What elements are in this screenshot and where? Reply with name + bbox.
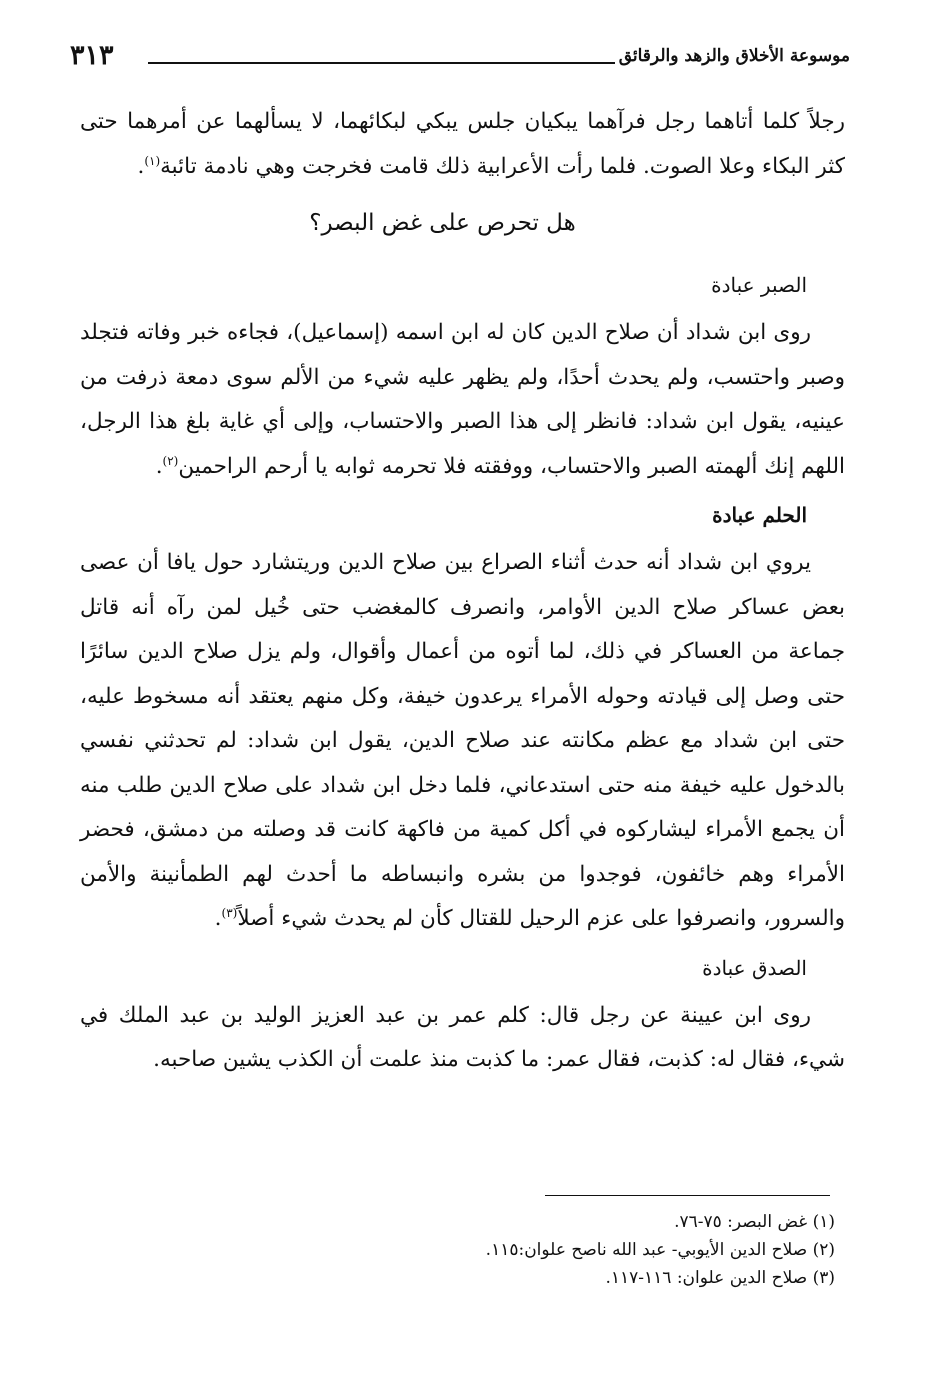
footnote-ref: (٣) (221, 905, 238, 920)
page-number: ٣١٣ (70, 40, 114, 71)
footnote-rule (545, 1195, 830, 1196)
footnotes (235, 1208, 835, 1292)
footnote-item: (٣) صلاح الدين علوان: ١١٦-١١٧. (605, 1268, 835, 1288)
page-body (80, 100, 845, 1083)
footnote-item: (١) غض البصر: ٧٥-٧٦. (674, 1212, 835, 1232)
footnote-item: (٢) صلاح الدين الأيوبي- عبد الله ناصح علوان:١١٥. (485, 1240, 835, 1260)
section-heading-forbearance: الحلم عبادة (712, 503, 807, 527)
paragraph-forbearance: يروي ابن شداد أنه حدث أثناء الصراع بين صلاح الدين وريتشارد حول يافا أن عصى بعض عساكر صلاح الدين الأوامر، وانصرف كالمغضب حتى خُيل لمن رآه أنه قاتل جماعة من العساكر في ذلك، لما أتوه من أعمال وأقوال، ولم يزل صلاح الدين سائرًا حتى وصل إلى قيادته وحوله الأمراء يرعدون خيفة، وكل منهم يعتقد أنه مسخوط عليه، حتى ابن شداد مع عظم مكانته عند صلاح الدين، يقول ابن شداد: لم تحدثني نفسي بالدخول عليه خيفة منه حتى استدعاني، فلما دخل ابن شداد على صلاح الدين طلب منه أن يجمع الأمراء ليشاركوه في أكل كمية من فاكهة كانت قد وصلته من دمشق، فحضر الأمراء وهم خائفون، فوجدوا من بشره وانبساطه ما أحدث لهم الطمأنينة والأمن والسرور، وانصرفوا على عزم الرحيل للقتال كأن لم يحدث شيء أصلاً$^{(٣)}$. (80, 550, 845, 931)
section-heading-patience: الصبر عبادة (711, 273, 807, 297)
header-rule (148, 62, 615, 64)
paragraph-patience: روى ابن شداد أن صلاح الدين كان له ابن اسمه (إسماعيل)، فجاءه خبر وفاته فتجلد وصبر واحتسب، ولم يحدث أحدًا، ولم يظهر عليه شيء من الألم سوى دمعة ذرفت من عينيه، يقول ابن شداد: فانظر إلى هذا الصبر والاحتساب، وإلى أي غاية بلغ هذا الرجل، اللهم إنك ألهمته الصبر والاحتساب، ووفقته فلا تحرمه ثوابه يا أرحم الراحمين$^{(٢)}$. (80, 320, 845, 479)
footnote-ref: (٢) (162, 453, 179, 468)
page-header (70, 40, 850, 80)
section-heading-honesty: الصدق عبادة (702, 955, 807, 980)
section-question: هل تحرص على غض البصر؟ (309, 210, 576, 236)
intro-paragraph: رجلاً كلما أتاهما رجل فرآهما يبكيان جلس يبكي لبكائهما، لا يسألهما عن أمرهما حتى كثر البكاء وعلا الصوت. فلما رأت الأعرابية ذلك قامت فخرجت وهي نادمة تائبة$^{(١)}$. (80, 109, 845, 179)
running-title: موسوعة الأخلاق والزهد والرقائق (618, 46, 850, 66)
footnote-ref: (١) (144, 153, 161, 168)
paragraph-honesty: روى ابن عيينة عن رجل قال: كلم عمر بن عبد العزيز الوليد بن عبد الملك في شيء، فقال له: كذبت، فقال عمر: ما كذبت منذ علمت أن الكذب يشين صاحبه. (80, 1002, 845, 1072)
